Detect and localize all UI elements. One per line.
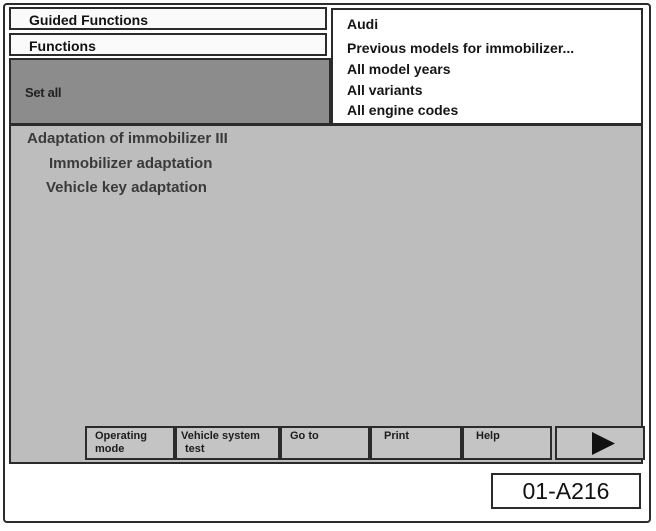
tab-guided-functions[interactable]: Guided Functions [9, 7, 327, 30]
operating-mode-button[interactable] [85, 426, 175, 460]
list-item-immobilizer-adaptation[interactable]: Immobilizer adaptation [49, 155, 213, 172]
operating-mode-label-2: mode [95, 443, 125, 455]
vehicle-system-test-label-1: Vehicle system [181, 430, 260, 442]
list-item-adaptation-immobilizer[interactable]: Adaptation of immobilizer III [27, 130, 228, 147]
vehicle-system-test-label-2: test [185, 443, 205, 455]
vehicle-identification-panel [331, 8, 643, 125]
right-triangle-arrow-icon [557, 428, 643, 458]
figure-code: 01-A216 [491, 473, 641, 509]
vehicle-system-test-button[interactable] [175, 426, 280, 460]
print-button[interactable]: Print [370, 426, 462, 460]
vehicle-engine-codes: All engine codes [347, 102, 459, 118]
vehicle-make: Audi [347, 16, 379, 32]
go-to-button[interactable]: Go to [280, 426, 370, 460]
function-list-area [9, 124, 643, 464]
vehicle-model-years: All model years [347, 61, 451, 77]
list-item-vehicle-key-adaptation[interactable]: Vehicle key adaptation [46, 179, 207, 196]
vehicle-model: Previous models for immobilizer... [347, 40, 575, 56]
next-button[interactable] [555, 426, 645, 460]
vehicle-variants: All variants [347, 82, 423, 98]
operating-mode-label-1: Operating [95, 430, 147, 442]
set-all-button[interactable]: Set all [9, 58, 331, 125]
tab-functions[interactable]: Functions [9, 33, 327, 56]
help-button[interactable]: Help [462, 426, 552, 460]
